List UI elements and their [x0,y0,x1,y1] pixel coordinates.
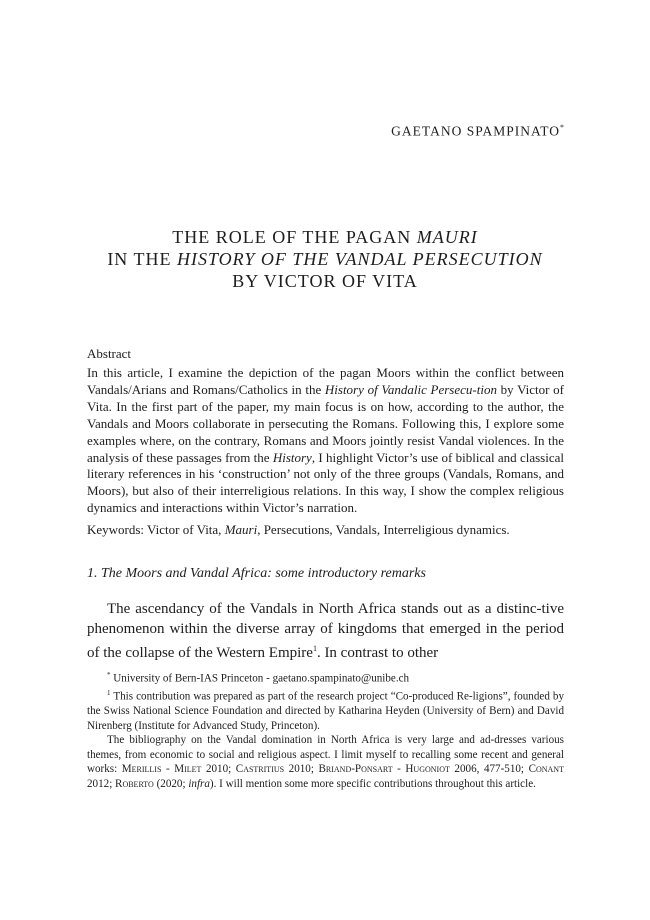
citation-3-year: 2006, 477-510; [449,763,529,776]
body-text-2: . In contrast to other [316,645,439,662]
title-line-2-italic: HISTORY OF THE VANDAL PERSECUTION [176,249,543,269]
footnote-star-text: University of Bern-IAS Princeton - gaetano.spampinato@unibe.ch [113,672,410,685]
footnote-1-text-a: This contribution was prepared as part of the research project “Co-produced Re-ligions”, founded by the Swiss National Science Foundation and directed by Katharina Heyden (University of Bern) and David Nirenberg (Institute for Advanced Study, Princeton). [87,690,564,732]
keywords-italic: Mauri [224,522,258,537]
section-heading: 1. The Moors and Vandal Africa: some introductory remarks [87,566,426,581]
citation-2-year: 2010; [284,763,319,776]
keywords [87,522,564,538]
footnote-1-text-b: The bibliography on the Vandal domination in North Africa is very large and ad-dresses various themes, from economic to social and religious aspect. I limit myself to recalling some recent and general works: [87,734,564,776]
title-line-2-text: IN THE [107,249,177,269]
citation-4-year: 2012; [87,777,116,790]
author-name [391,123,564,140]
title-line-3: BY VICTOR OF VITA [232,271,418,291]
abstract-part-1: In this article, I examine the depiction of the pagan Moors within the conflict between Vandals/Arians and Romans/Catholics in the [87,365,564,397]
footnote-1-marker: 1 [107,689,111,698]
citation-5-italic: infra [188,777,210,790]
footnote-star-marker: * [107,671,111,679]
author-footnote-marker: * [560,123,564,132]
footnote-ref-1[interactable]: 1 [312,644,317,654]
title-line-1-text: THE ROLE OF THE PAGAN [172,227,417,247]
abstract-italic-2: History [272,449,312,465]
abstract-label: Abstract [87,346,132,361]
citation-merillis-milet: Merillis - Milet [121,763,202,776]
abstract-text [87,365,564,517]
footnotes [87,668,564,791]
citation-castritius: Castritius [235,763,285,776]
abstract-part-3: , I highlight Victor’s use of biblical and classical literary references in his ‘construction’ not only of the three groups (Vandals, Romans, and Moors), but also of their interreligious relations. In this way, I show the complex religious dynamics and interactions within Victor’s narration. [87,449,565,516]
citation-briand-ponsart-hugoniot: Briand-Ponsart - Hugoniot [318,763,450,776]
footnote-1-continuation [87,733,564,791]
body-text-1: The ascendancy of the Vandals in North Africa stands out as a distinc-tive phenomenon within the diverse array of kingdoms that emerged in the period of the collapse of the Western Empire [87,601,564,662]
title-line-2 [60,248,590,270]
article-title [60,226,590,292]
footnote-star [87,668,564,686]
body-paragraph [87,600,564,664]
citation-1-year: 2010; [201,763,236,776]
citation-5-year: (2020; [153,777,189,790]
abstract-italic-1: History of Vandalic Persecu-tion [324,381,497,397]
keywords-pre: Keywords: Victor of Vita, [87,522,225,537]
citation-roberto: Roberto [115,777,154,790]
title-line-1-italic: MAURI [416,227,478,247]
title-line-1 [60,226,590,248]
citation-conant: Conant [528,763,564,776]
footnote-1 [87,686,564,733]
abstract-part-2: by Victor of Vita. In the first part of the paper, my main focus is on how, according to the author, the Vandals and Moors collaborate in persecuting the Romans. Following this, I explore some examples where, on the contrary, Romans and Moors jointly resist Vandal violences. In the analysis of these passages from the [87,381,564,465]
footnote-1-end: ). I will mention some more specific contributions throughout this article. [209,777,536,790]
keywords-post: , Persecutions, Vandals, Interreligious dynamics. [257,522,510,537]
author-name-text: GAETANO SPAMPINATO [391,123,560,139]
